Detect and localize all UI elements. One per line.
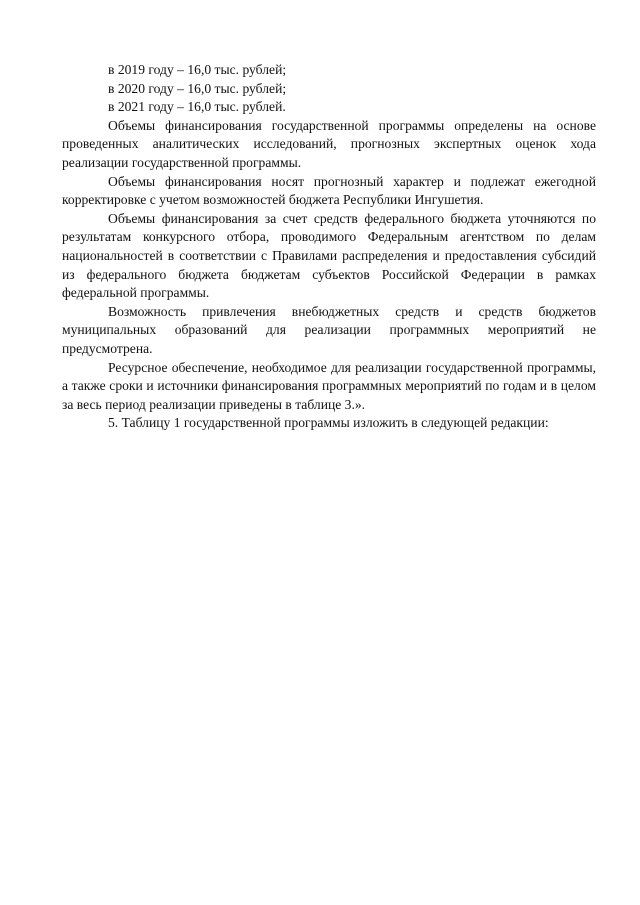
paragraph-federal-budget: Объемы финансирования за счет средств федерального бюджета уточняются по результатам конкурсного отбора, проводимого Федеральным агентством по делам национальностей в соответствии с Правилами распределения и предоставления субсидий из федерального бюджета бюджетам субъектов Российской Федерации в рамках федеральной программы. [62, 210, 596, 301]
paragraph-extrabudgetary: Возможность привлечения внебюджетных средств и средств бюджетов муниципальных образований для реализации программных мероприятий не предусмотрена. [62, 303, 596, 356]
paragraph-resource-provision: Ресурсное обеспечение, необходимое для реализации государственной программы, а также сроки и источники финансирования программных мероприятий по годам и в целом за весь период реализации приведены в таблице 3.». [62, 359, 596, 412]
paragraph-funding-basis: Объемы финансирования государственной программы определены на основе проведенных аналитических исследований, прогнозных экспертных оценок хода реализации государственной программы. [62, 117, 596, 170]
document-body [62, 61, 596, 433]
funding-line-2019: в 2019 году – 16,0 тыс. рублей; [108, 62, 287, 77]
funding-line-2020: в 2020 году – 16,0 тыс. рублей; [108, 80, 287, 96]
funding-line-2021: в 2021 году – 16,0 тыс. рублей. [108, 99, 286, 115]
paragraph-forecast-nature: Объемы финансирования носят прогнозный характер и подлежат ежегодной корректировке с учетом возможностей бюджета Республики Ингушетия. [62, 173, 596, 208]
paragraph-table-amendment: 5. Таблицу 1 государственной программы изложить в следующей редакции: [108, 415, 549, 431]
